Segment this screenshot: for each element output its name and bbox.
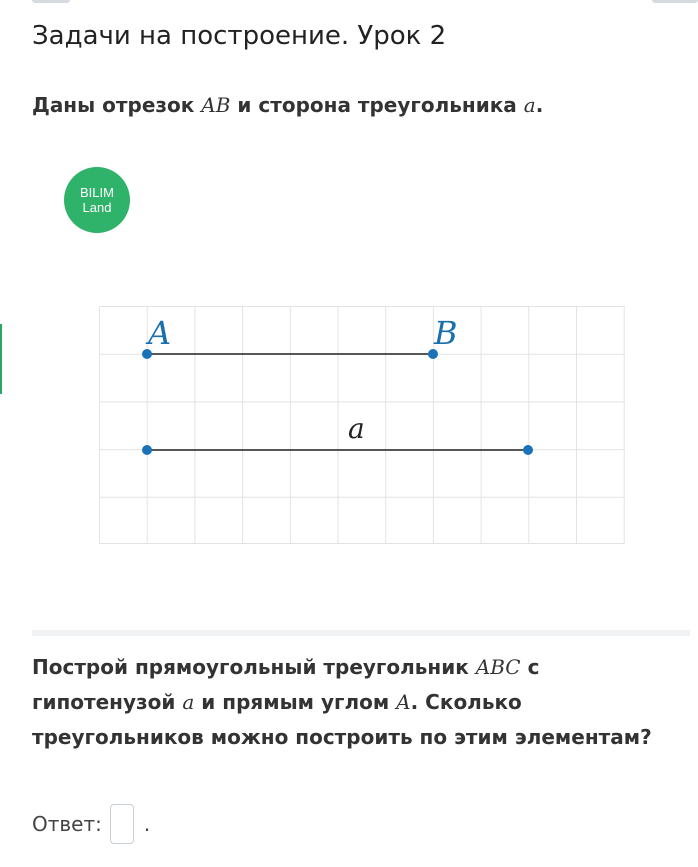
label-b-point: B <box>434 314 458 352</box>
construction-figure <box>99 306 625 544</box>
bilimland-logo <box>64 167 130 233</box>
top-tab-right[interactable] <box>652 0 698 3</box>
top-tab-left[interactable] <box>32 0 70 3</box>
statement-text-3: . <box>535 93 544 117</box>
statement-text-2: и сторона треугольника <box>230 93 524 117</box>
side-marker <box>0 324 2 394</box>
page-title: Задачи на построение. Урок 2 <box>32 21 447 52</box>
logo-line-1: BILIM <box>80 185 114 200</box>
segment-a-start-point <box>142 445 152 455</box>
question-text-2: с гипотенузой <box>32 655 540 714</box>
answer-label: Ответ: <box>32 812 102 836</box>
label-a-point: A <box>148 314 172 352</box>
logo-line-2: Land <box>82 200 112 215</box>
answer-row <box>32 804 150 844</box>
math-side-a: a <box>523 93 536 117</box>
label-side-a: a <box>348 412 365 445</box>
answer-suffix: . <box>143 812 151 836</box>
math-angle-a: A <box>396 690 411 714</box>
math-hypotenuse-a: a <box>182 690 195 714</box>
question-text-4: . Сколько треугольников можно построить по этим элементам? <box>32 690 652 749</box>
question-text-1: Построй прямоугольный треугольник <box>32 655 476 679</box>
math-segment-ab: AB <box>201 93 231 117</box>
math-triangle-abc: ABC <box>475 655 521 679</box>
answer-input[interactable] <box>110 804 134 844</box>
segment-a-end-point <box>523 445 533 455</box>
question-text <box>32 650 652 755</box>
statement-text-1: Даны отрезок <box>32 93 202 117</box>
question-text-3: и прямым углом <box>194 690 397 714</box>
section-divider <box>32 630 690 636</box>
task-statement <box>32 93 543 117</box>
